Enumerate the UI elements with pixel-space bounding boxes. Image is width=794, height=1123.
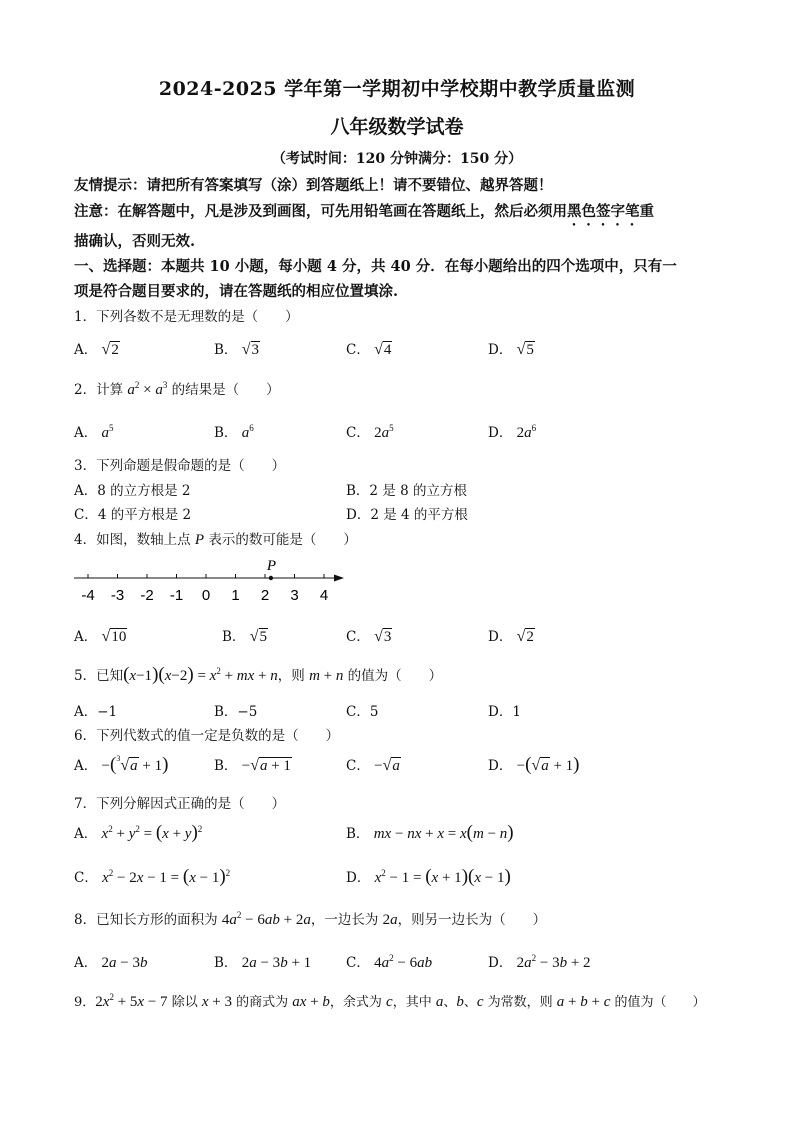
q6-option-c: C． −√a bbox=[346, 757, 400, 774]
q6-stem: 6．下列代数式的值一定是负数的是（ ） bbox=[74, 728, 340, 744]
exam-title: 2024-2025 学年第一学期初中学校期中教学质量监测 bbox=[158, 78, 636, 100]
q7-stem: 7．下列分解因式正确的是（ ） bbox=[74, 796, 286, 812]
note-line-1: 注意：在解答题中，凡是涉及到画图，可先用铅笔画在答题纸上，然后必须用黑色签字笔重 bbox=[74, 203, 654, 220]
q5-option-d: D．1 bbox=[488, 704, 521, 720]
number-line-tick-label: 4 bbox=[319, 587, 329, 604]
q1-option-a: A． √2 bbox=[74, 341, 119, 358]
number-line-figure bbox=[74, 558, 354, 608]
number-line-tick-label: 0 bbox=[201, 587, 211, 604]
number-line bbox=[74, 558, 354, 608]
number-line-tick-label: -2 bbox=[140, 587, 154, 604]
q4-stem: 4．如图，数轴上点 P 表示的数可能是（ ） bbox=[74, 532, 357, 548]
q2-option-a: A． $a^5$ bbox=[74, 423, 114, 441]
point-p-label: P bbox=[266, 558, 277, 574]
q5-option-b: B．−5 bbox=[214, 704, 258, 720]
q1-option-d: D． √5 bbox=[488, 341, 534, 358]
friendly-tip: 友情提示：请把所有答案填写（涂）到答题纸上！请不要错位、越界答题！ bbox=[74, 177, 553, 194]
exam-info: （考试时间：120 分钟满分：150 分） bbox=[271, 151, 523, 167]
section-1-heading: 一、选择题：本题共 10 小题，每小题 4 分，共 40 分．在每小题给出的四个选项中，只有一 bbox=[74, 258, 677, 275]
number-line-tick-label: -3 bbox=[110, 587, 125, 604]
q1-option-c: C． √4 bbox=[346, 341, 392, 358]
q3-option-a: A．8 的立方根是 2 bbox=[74, 483, 191, 499]
q7-option-d: D． $x^2 - 1 = (x + 1)(x - 1)$ bbox=[346, 866, 511, 887]
q9-stem: 9．$2x^2 + 5x - 7$ 除以 x + 3 的商式为 ax + b，余式为 c，其中 a、b、c 为常数，则 a + b + c 的值为（ ） bbox=[74, 992, 706, 1010]
q2-option-b: B． $a^6$ bbox=[214, 423, 254, 441]
q1-option-b: B． √3 bbox=[214, 341, 259, 358]
q5-option-a: A．−1 bbox=[74, 704, 118, 720]
q4-option-c: C． √3 bbox=[346, 628, 392, 645]
q3-option-c: C．4 的平方根是 2 bbox=[74, 507, 192, 523]
q3-stem: 3．下列命题是假命题的是（ ） bbox=[74, 458, 286, 474]
number-line-tick-label: -1 bbox=[169, 587, 184, 604]
q7-option-a: A． $x^2 + y^2 = (x + y)^2$ bbox=[74, 822, 203, 843]
q4-option-b: B． √5 bbox=[222, 628, 267, 645]
q2-option-c: C． $2a^5$ bbox=[346, 423, 394, 441]
q6-option-a: A． −($^3$√a + 1) bbox=[74, 754, 169, 775]
q7-option-b: B． mx − nx + x = x(m − n) bbox=[346, 822, 514, 843]
note-emphasis: 黑色签字笔 bbox=[567, 203, 640, 220]
q4-option-d: D． √2 bbox=[488, 628, 534, 645]
q8-option-a: A． 2a − 3b bbox=[74, 955, 148, 971]
number-line-tick-label: 1 bbox=[231, 587, 240, 604]
q3-option-b: B．2 是 8 的立方根 bbox=[346, 483, 467, 499]
section-1-heading-cont: 项是符合题目要求的，请在答题纸的相应位置填涂. bbox=[74, 283, 399, 300]
number-line-tick-label: -4 bbox=[81, 587, 95, 604]
q6-option-d: D． −(√a + 1) bbox=[488, 754, 580, 775]
note-line-2: 描确认，否则无效. bbox=[74, 233, 196, 250]
q4-option-a: A． √10 bbox=[74, 628, 127, 645]
q8-stem: 8．已知长方形的面积为 $4a^2 - 6ab + 2a$，一边长为 2a，则另一边长为（ ） bbox=[74, 910, 547, 928]
number-line-tick-label: 2 bbox=[260, 587, 270, 604]
q5-stem: 5．已知$(x-1)(x-2) = x^2$ + mx + n，则 m + n 的值为（ ） bbox=[74, 664, 443, 685]
q1-stem: 1．下列各数不是无理数的是（ ） bbox=[74, 309, 299, 325]
point-p-dot bbox=[269, 576, 273, 580]
q2-stem: 2．计算 $a^2 \times a^3$ 的结果是（ ） bbox=[74, 380, 280, 398]
exam-subtitle: 八年级数学试卷 bbox=[330, 116, 464, 138]
q8-option-c: C． $4a^2 - 6ab$ bbox=[346, 953, 433, 971]
q7-option-c: C． $x^2 - 2x - 1 = (x - 1)^2$ bbox=[74, 866, 231, 887]
q6-option-b: B． −√a + 1 bbox=[214, 757, 291, 774]
q2-option-d: D． $2a^6$ bbox=[488, 423, 537, 441]
number-line-tick-label: 3 bbox=[290, 587, 299, 604]
q8-option-d: D． $2a^2 - 3b + 2$ bbox=[488, 953, 591, 971]
number-line-arrow bbox=[334, 575, 344, 582]
q5-option-c: C．5 bbox=[346, 704, 379, 720]
q3-option-d: D．2 是 4 的平方根 bbox=[346, 507, 468, 523]
q8-option-b: B． 2a − 3b + 1 bbox=[214, 955, 312, 971]
